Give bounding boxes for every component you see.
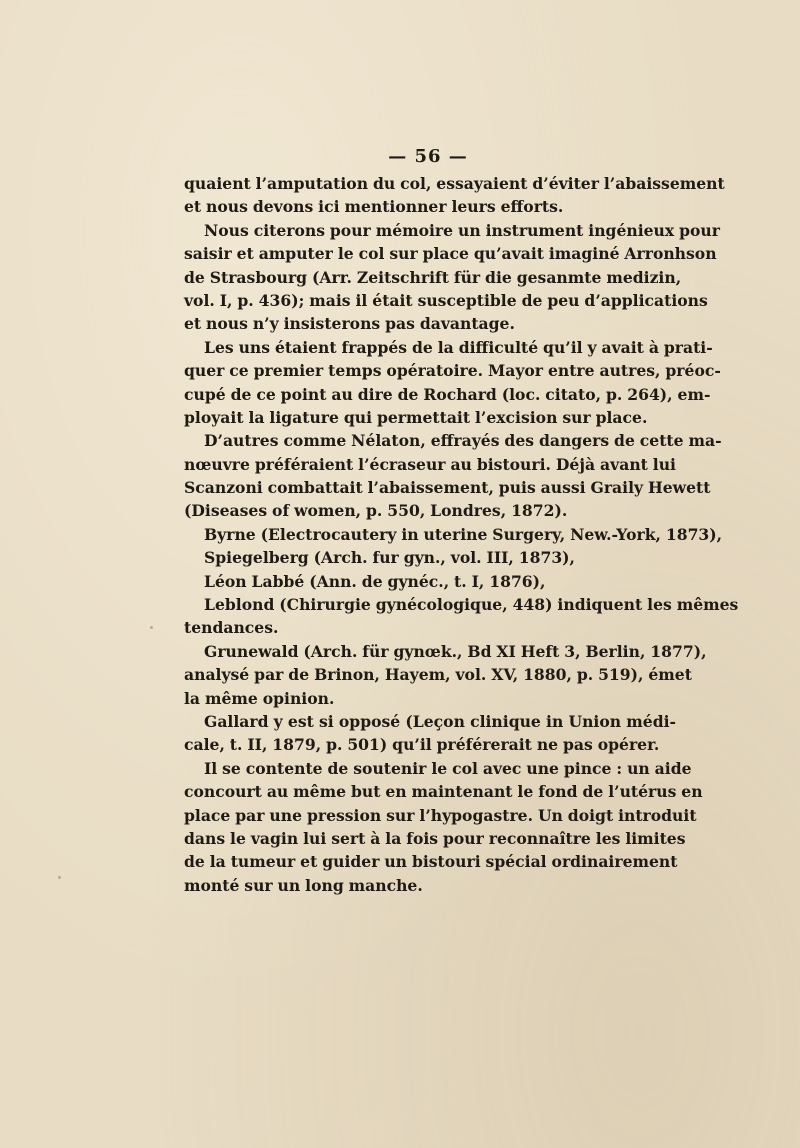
text-line: Byrne (Electrocautery in uterine Surgery, New.-York, 1873), bbox=[204, 524, 723, 544]
text-line: et nous n’y insisterons pas davantage. bbox=[184, 314, 515, 334]
text-line: tendances. bbox=[184, 618, 279, 638]
text-line: (Diseases of women, p. 550, Londres, 1872). bbox=[184, 501, 568, 521]
text-line: la même opinion. bbox=[184, 688, 335, 708]
text-line: Grunewald (Arch. für gynœk., Bd XI Heft 3, Berlin, 1877), bbox=[204, 641, 707, 661]
text-line: Leblond (Chirurgie gynécologique, 448) indiquent les mêmes bbox=[204, 595, 739, 615]
text-line: Scanzoni combattait l’abaissement, puis aussi Graily Hewett bbox=[184, 478, 711, 498]
text-line: Les uns étaient frappés de la difficulté qu’il y avait à prati- bbox=[204, 337, 713, 357]
page-number: — 56 — bbox=[388, 146, 468, 167]
paper-speck bbox=[150, 626, 153, 629]
text-line: Spiegelberg (Arch. fur gyn., vol. III, 1873), bbox=[204, 548, 575, 568]
text-line: analysé par de Brinon, Hayem, vol. XV, 1880, p. 519), émet bbox=[184, 665, 692, 685]
text-line: et nous devons ici mentionner leurs efforts. bbox=[184, 197, 564, 217]
text-line: Gallard y est si opposé (Leçon clinique in Union médi- bbox=[204, 711, 676, 731]
text-line: de la tumeur et guider un bistouri spécial ordinairement bbox=[184, 852, 678, 872]
text-line: place par une pression sur l’hypogastre. Un doigt introduit bbox=[184, 805, 697, 825]
text-line: cale, t. II, 1879, p. 501) qu’il préférerait ne pas opérer. bbox=[184, 735, 660, 755]
text-line: monté sur un long manche. bbox=[184, 875, 423, 895]
text-line: de Strasbourg (Arr. Zeitschrift für die gesanmte medizin, bbox=[184, 267, 682, 287]
text-line: Léon Labbé (Ann. de gynéc., t. I, 1876), bbox=[204, 571, 546, 591]
text-line: dans le vagin lui sert à la fois pour reconnaître les limites bbox=[184, 828, 686, 848]
text-line: ployait la ligature qui permettait l’excision sur place. bbox=[184, 407, 648, 427]
body-text bbox=[184, 172, 739, 897]
text-line: quer ce premier temps opératoire. Mayor entre autres, préoc- bbox=[184, 361, 721, 381]
text-line: vol. I, p. 436); mais il était susceptible de peu d’applications bbox=[184, 290, 708, 310]
text-line: cupé de ce point au dire de Rochard (loc. citato, p. 264), em- bbox=[184, 384, 711, 404]
text-line: nœuvre préféraient l’écraseur au bistouri. Déjà avant lui bbox=[184, 454, 676, 474]
text-line: saisir et amputer le col sur place qu’avait imaginé Arronhson bbox=[184, 244, 717, 264]
text-line: quaient l’amputation du col, essayaient d’éviter l’abaissement bbox=[184, 174, 725, 193]
text-line: concourt au même but en maintenant le fond de l’utérus en bbox=[184, 782, 703, 802]
text-line: Il se contente de soutenir le col avec une pince : un aide bbox=[204, 758, 692, 778]
paper-speck bbox=[58, 876, 61, 879]
text-line: Nous citerons pour mémoire un instrument ingénieux pour bbox=[204, 220, 720, 240]
text-line: D’autres comme Nélaton, effrayés des dangers de cette ma- bbox=[204, 431, 722, 451]
